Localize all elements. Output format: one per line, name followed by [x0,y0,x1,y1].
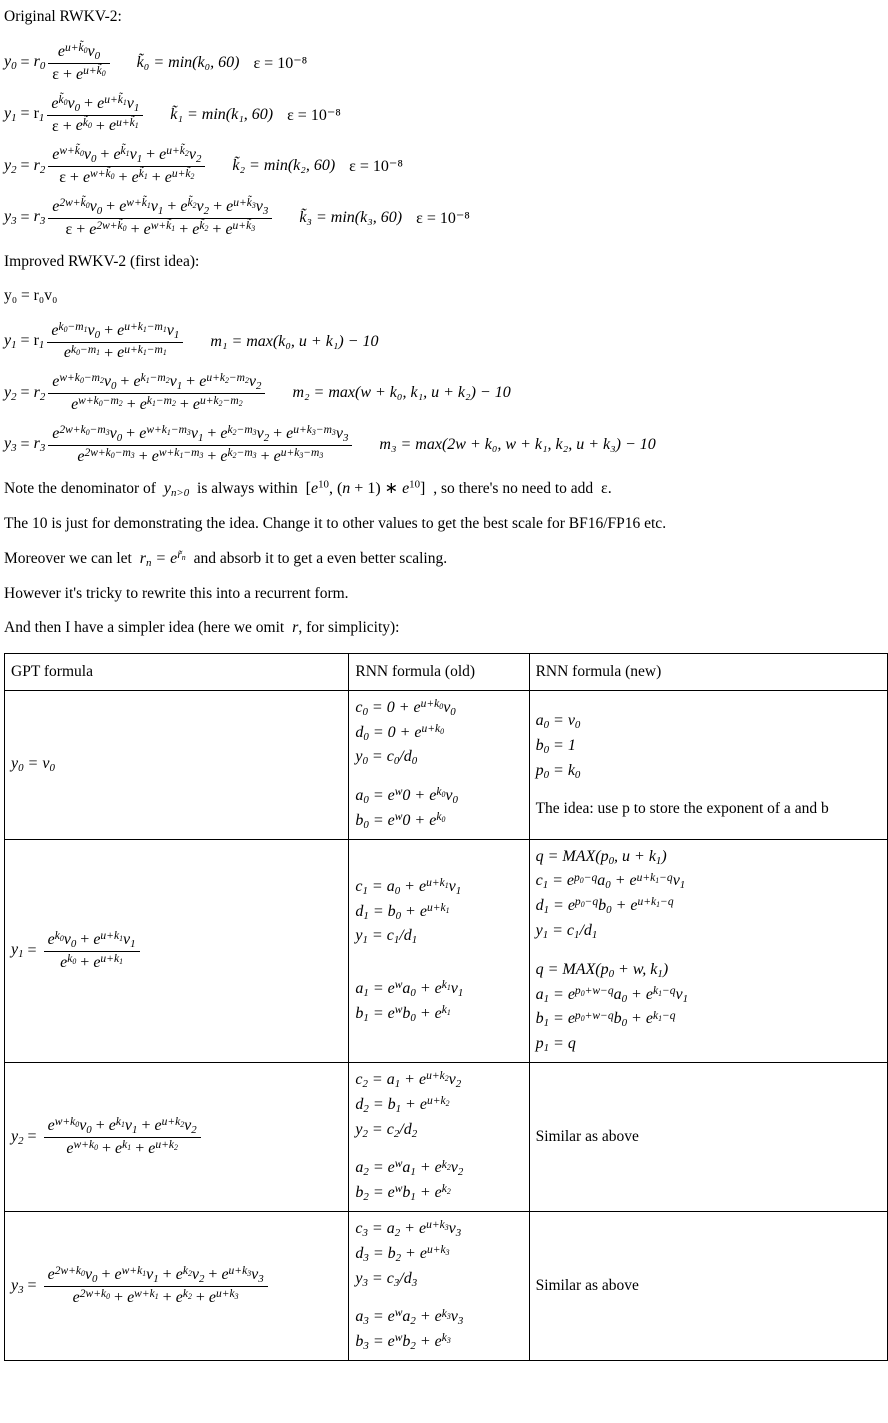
equation-improved-y1: $y_1$ = $r_1$ $\frac{e^{k_0-m_1}v_0 + e^{u+k_1-m_1}v_1}{e^{k_0-m_1} + e^{u+k_1-m_1}}$ m₁ = max(k₀, u + k₁) − 10 [4,320,379,362]
min-label-0: k̃₀ = min(k₀, 60) [136,53,240,71]
note-denominator-prefix: Note the denominator of [4,479,156,497]
epsilon-def-2: ε = 10⁻⁸ [349,158,403,176]
equation-original-y0: $y_0$ = $r_0$ $\frac{e^{u+k̃_0}v_0}{\varepsilon + e^{u+k̃_0}}$ k̃₀ = min(k₀, 60) ε = 10⁻⁸ [4,42,308,83]
cell-rnn-new-y2: Similar as above [529,1063,887,1212]
min-label-1: k̃₁ = min(k₁, 60) [170,105,274,123]
min-label-3: k̃₃ = min(k₃, 60) [299,208,403,226]
note-moreover: Moreover we can let $r_n = e^{r̃_n}$ and absorb it to get a even better scaling. [4,548,448,569]
equation-improved-y0: y₀ = r₀v₀ [4,286,58,304]
cell-gpt-y1: $y_1$ = $\frac{e^{k_0}v_0 + e^{u+k_1}v_1}{e^{k_0} + e^{u+k_1}}$ [5,839,349,1062]
equation-original-y1: $y_1$ = $r_1$ $\frac{e^{k̃_0}v_0 + e^{u+k̃_1}v_1}{\varepsilon + e^{k̃_0} + e^{u+k̃_1}}$ k̃₁ = min(k₁, 60) ε = 10⁻⁸ [4,93,341,135]
cell-rnn-new-y1: $q = MAX(p_0$, $u + k_1$) $c_1 = e^{p_0-q}a_0 + e^{u+k_1-q}v_1$ $d_1 = e^{p_0-q}b_0 + e^{u+k_1-q}$ $y_1 = c_1/d_1$ $q = MAX(p_0 + w$, $k_1$) $a_1 = e^{p_0+w-q}a_0 + e^{k_1-q}v_1$ $b_1 = e^{p_0+w-q}b_0 + e^{k_1-q}$ $p_1 = q$ [529,839,887,1062]
cell-rnn-new-y3: Similar as above [529,1212,887,1361]
note-moreover-prefix: Moreover we can let [4,549,132,567]
rnn-new-idea-note: The idea: use p to store the exponent of a and b [535,799,829,817]
note-denominator: Note the denominator of $y_{n>0}$ is always within [$e^{10}$, (n + 1) ∗ $e^{10}$] , so there's no need to add ε. [4,478,612,499]
heading-improved: Improved RWKV-2 (first idea): [4,252,200,270]
table-header-row [5,653,888,690]
max-label-1: m₁ = max(k₀, u + k₁) − 10 [210,332,379,350]
note-denominator-middle: is always within [197,479,298,497]
epsilon-def-1: ε = 10⁻⁸ [287,106,341,124]
table-row [5,1063,888,1212]
cell-rnn-old-y2: $c_2 = a_1 + e^{u+k_2}v_2$ $d_2 = b_1 + e^{u+k_2}$ $y_2 = c_2/d_2$ $a_2 = e^wa_1 + e^{k_2}v_2$ $b_2 = e^wb_1 + e^{k_2}$ [349,1063,529,1212]
cell-gpt-y3: $y_3$ = $\frac{e^{2w+k_0}v_0 + e^{w+k_1}v_1 + e^{k_2}v_2 + e^{u+k_3}v_3}{e^{2w+k_0} + e^{w+k_1} + e^{k_2} + e^{u+k_3}}$ [5,1212,349,1361]
note-moreover-suffix: and absorb it to get a even better scaling. [193,549,448,567]
note-simpler: And then I have a simpler idea (here we omit r, for simplicity): [4,618,400,636]
formula-table [4,653,888,1361]
note-denominator-suffix: , so there's no need to add [433,479,594,497]
epsilon-def-3: ε = 10⁻⁸ [416,209,470,227]
cell-rnn-new-y0: $a_0 = v_0$ $b_0 = 1$ $p_0 = k_0$ The idea: use p to store the exponent of a and b [529,690,887,839]
note-simpler-suffix: , for simplicity): [298,618,400,636]
cell-rnn-old-y3: $c_3 = a_2 + e^{u+k_3}v_3$ $d_3 = b_2 + e^{u+k_3}$ $y_3 = c_3/d_3$ $a_3 = e^wa_2 + e^{k_3}v_3$ $b_3 = e^wb_2 + e^{k_3}$ [349,1212,529,1361]
note-ten: The 10 is just for demonstrating the idea. Change it to other values to get the best scale for BF16/FP16 etc. [4,514,667,532]
table-row [5,1212,888,1361]
table-header-rnn-old: RNN formula (old) [349,653,529,690]
cell-rnn-old-y1: $c_1 = a_0 + e^{u+k_1}v_1$ $d_1 = b_0 + e^{u+k_1}$ $y_1 = c_1/d_1$ $a_1 = e^wa_0 + e^{k_1}v_1$ $b_1 = e^wb_0 + e^{k_1}$ [349,839,529,1062]
max-label-2: m₂ = max(w + k₀, k₁, u + k₂) − 10 [292,384,511,402]
epsilon-def-0: ε = 10⁻⁸ [253,54,308,72]
min-label-2: k̃₂ = min(k₂, 60) [232,157,336,175]
cell-gpt-y0: $y_0 = v_0$ [5,690,349,839]
table-header-rnn-new: RNN formula (new) [529,653,887,690]
equation-improved-y2: $y_2$ = $r_2$ $\frac{e^{w+k_0-m_2}v_0 + e^{k_1-m_2}v_1 + e^{u+k_2-m_2}v_2}{e^{w+k_0-m_2} + e^{k_1-m_2} + e^{u+k_2-m_2}}$ m₂ = max(w + k₀, k₁, u + k₂) − 10 [4,372,511,414]
table-header-gpt: GPT formula [5,653,349,690]
equation-improved-y3: $y_3$ = $r_3$ $\frac{e^{2w+k_0-m_3}v_0 + e^{w+k_1-m_3}v_1 + e^{k_2-m_3}v_2 + e^{u+k_3-m_3}v_3}{e^{2w+k_0-m_3} + e^{w+k_1-m_3} + e^{k_2-m_3} + e^{u+k_3-m_3}}$ m₃ = max(2w + k₀, w + k₁, k₂, u + k₃) − 10 [4,424,656,465]
cell-rnn-old-y0: $c_0 = 0 + e^{u+k_0}v_0$ $d_0 = 0 + e^{u+k_0}$ $y_0 = c_0/d_0$ $a_0 = e^w0 + e^{k_0}v_0$ $b_0 = e^w0 + e^{k_0}$ [349,690,529,839]
heading-original: Original RWKV-2: [4,8,122,25]
table-row [5,690,888,839]
equation-original-y2: $y_2$ = $r_2$ $\frac{e^{w+k̃_0}v_0 + e^{k̃_1}v_1 + e^{u+k̃_2}v_2}{\varepsilon + e^{w+k̃_0} + e^{k̃_1} + e^{u+k̃_2}}$ k̃₂ = min(k₂, 60) ε = 10⁻⁸ [4,145,403,187]
table-row [5,839,888,1062]
max-label-3: m₃ = max(2w + k₀, w + k₁, k₂, u + k₃) − 10 [379,435,656,453]
cell-gpt-y2: $y_2$ = $\frac{e^{w+k_0}v_0 + e^{k_1}v_1 + e^{u+k_2}v_2}{e^{w+k_0} + e^{k_1} + e^{u+k_2}}$ [5,1063,349,1212]
note-simpler-prefix: And then I have a simpler idea (here we omit [4,618,285,636]
note-tricky: However it's tricky to rewrite this into a recurrent form. [4,584,349,602]
equation-original-y3: $y_3$ = $r_3$ $\frac{e^{2w+k̃_0}v_0 + e^{w+k̃_1}v_1 + e^{k̃_2}v_2 + e^{u+k̃_3}v_3}{\varepsilon + e^{2w+k̃_0} + e^{w+k̃_1} + e^{k̃_2} + e^{u+k̃_3}}$ k̃₃ = min(k₃, 60) ε = 10⁻⁸ [4,197,470,238]
